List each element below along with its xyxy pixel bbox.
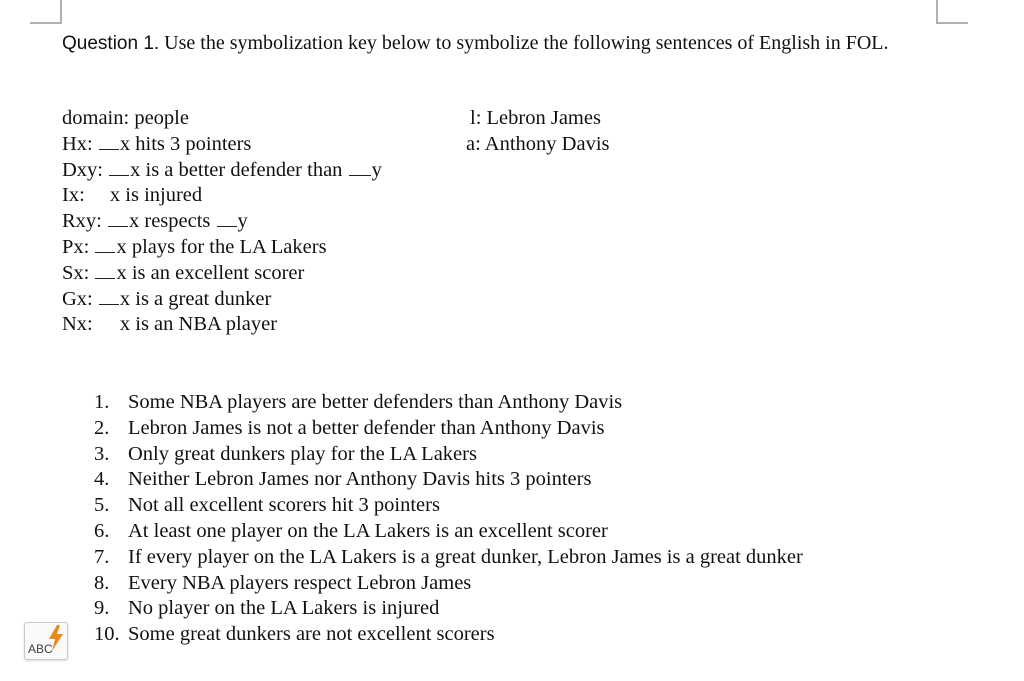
predicate-symbol: Rxy:: [62, 210, 102, 233]
list-item: [94, 467, 803, 493]
predicate-symbol: Ix:: [62, 184, 85, 207]
domain-label: domain:: [62, 107, 130, 129]
crop-mark-top-right: [936, 0, 968, 24]
predicate-row: [62, 312, 382, 338]
item-number: 6.: [94, 519, 110, 542]
question-heading: [62, 30, 942, 57]
blank-line: [99, 132, 119, 150]
predicate-text: x is a better defender than: [130, 158, 343, 181]
list-item: [94, 622, 803, 648]
item-number: 8.: [94, 571, 110, 594]
predicate-text: x is an excellent scorer: [116, 261, 305, 284]
item-number: 10.: [94, 623, 120, 646]
symbolization-key: [62, 106, 382, 338]
item-text: Some NBA players are better defenders than Anthony Davis: [128, 391, 623, 413]
blank-line: [217, 209, 237, 227]
predicate-row: [62, 235, 382, 261]
blank-line: [99, 287, 119, 305]
constant-name: Lebron James: [486, 107, 601, 129]
question-label: Question 1.: [62, 33, 160, 54]
item-text: Only great dunkers play for the LA Lakers: [128, 442, 477, 465]
predicate-row: [62, 158, 382, 184]
item-number: 5.: [94, 494, 110, 517]
domain-row: [62, 106, 382, 132]
list-item: [94, 442, 803, 468]
spellcheck-button[interactable]: [24, 622, 68, 660]
blank-line: [95, 261, 115, 279]
list-item: [94, 545, 803, 571]
predicate-text: x respects: [129, 210, 211, 233]
predicate-row: [62, 287, 382, 313]
predicate-symbol: Gx:: [62, 287, 93, 310]
item-text: Some great dunkers are not excellent scorers: [128, 623, 495, 646]
predicate-text: x is injured: [109, 184, 203, 207]
predicate-row: [62, 261, 382, 287]
predicate-text: y: [237, 210, 248, 233]
sentence-list: [94, 390, 803, 648]
constant-symbol: l:: [470, 107, 482, 129]
constant-name: Anthony Davis: [484, 132, 610, 155]
predicate-row: [62, 209, 382, 235]
item-number: 3.: [94, 442, 110, 465]
constant-row: [466, 132, 610, 158]
constants-key: [466, 106, 610, 158]
item-text: At least one player on the LA Lakers is an excellent scorer: [128, 519, 608, 542]
predicate-text: x is a great dunker: [119, 287, 272, 310]
item-text: Lebron James is not a better defender than Anthony Davis: [128, 416, 605, 439]
constant-symbol: a:: [466, 132, 481, 155]
predicate-text: y: [371, 158, 382, 181]
list-item: [94, 493, 803, 519]
blank-line: [108, 209, 128, 227]
item-text: No player on the LA Lakers is injured: [128, 597, 440, 620]
predicate-row: [62, 183, 382, 209]
item-text: Every NBA players respect Lebron James: [128, 571, 472, 594]
question-instruction: Use the symbolization key below to symbolize the following sentences of English in FOL.: [164, 32, 889, 54]
spellcheck-label: ABC: [28, 642, 53, 656]
list-item: [94, 596, 803, 622]
item-number: 9.: [94, 597, 110, 620]
item-number: 1.: [94, 391, 110, 413]
blank-line: [349, 158, 371, 176]
predicate-text: x plays for the LA Lakers: [116, 235, 327, 258]
list-item: [94, 571, 803, 597]
item-number: 2.: [94, 416, 110, 439]
predicate-text: x is an NBA player: [119, 313, 278, 336]
predicate-symbol: Px:: [62, 235, 90, 258]
item-text: If every player on the LA Lakers is a great dunker, Lebron James is a great dunker: [128, 545, 803, 568]
predicate-symbol: Sx:: [62, 261, 90, 284]
list-item: [94, 416, 803, 442]
domain-value: people: [134, 107, 189, 129]
item-number: 4.: [94, 468, 110, 491]
item-number: 7.: [94, 545, 110, 568]
item-text: Not all excellent scorers hit 3 pointers: [128, 494, 440, 517]
constant-row: [466, 106, 610, 132]
predicate-text: x hits 3 pointers: [119, 132, 252, 155]
blank-line: [95, 235, 115, 253]
blank-line: [109, 158, 129, 176]
crop-mark-top-left: [30, 0, 62, 24]
list-item: [94, 519, 803, 545]
predicate-symbol: Nx:: [62, 313, 93, 336]
item-text: Neither Lebron James nor Anthony Davis hits 3 pointers: [128, 468, 592, 491]
predicate-row: [62, 132, 382, 158]
predicate-symbol: Dxy:: [62, 158, 103, 181]
predicate-symbol: Hx:: [62, 132, 93, 155]
list-item: [94, 390, 803, 416]
